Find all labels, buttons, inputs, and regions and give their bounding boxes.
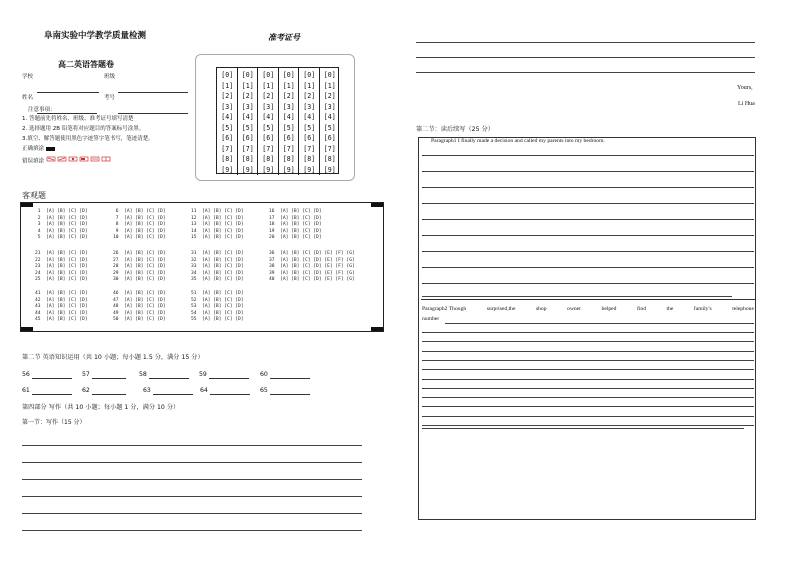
objective-question-46[interactable]: 46 [A] [B] [C] [D] — [113, 291, 166, 296]
exam-id-bubble[interactable]: [8] — [282, 155, 295, 163]
objective-question-5[interactable]: 5 [A] [B] [C] [D] — [35, 235, 88, 241]
filled-mark-icon — [46, 147, 55, 151]
objective-question-14[interactable]: 14 [A] [B] [C] [D] — [191, 228, 244, 234]
exam-id-column — [320, 68, 341, 175]
exam-id-bubble[interactable]: [3] — [282, 102, 295, 111]
blank-number: 65 — [260, 387, 268, 394]
exam-id-bubble[interactable]: [5] — [262, 123, 275, 132]
paragraph2-writing-line[interactable] — [422, 425, 754, 426]
paragraph2-writing-line[interactable] — [422, 397, 754, 398]
paragraph2-writing-line[interactable] — [422, 332, 754, 333]
exam-id-bubble[interactable]: [7] — [303, 144, 316, 153]
right-top-writing-line[interactable] — [416, 42, 755, 43]
paragraph1-writing-line[interactable] — [422, 251, 754, 252]
exam-id-bubble[interactable]: [4] — [221, 113, 234, 121]
exam-id-bubble[interactable]: [1] — [241, 81, 254, 90]
exam-id-bubble[interactable]: [3] — [241, 102, 254, 111]
objective-question-20[interactable]: 20 [A] [B] [C] [D] — [269, 235, 322, 241]
exam-id-bubble[interactable]: [4] — [303, 113, 316, 121]
blank-65[interactable] — [260, 387, 310, 395]
exam-id-bubble[interactable]: [0] — [221, 71, 234, 79]
exam-id-bubble[interactable]: [3] — [221, 102, 234, 111]
notes-heading: 注意事项： — [28, 107, 56, 113]
objective-question-21[interactable]: 21 [A] [B] [C] [D] — [35, 251, 88, 256]
exam-id-bubble[interactable]: [6] — [241, 134, 254, 142]
exam-id-label: 准考证号 — [268, 33, 300, 42]
objective-question-39[interactable]: 39 [A] [B] [C] [D] [E] [F] [G] — [269, 270, 355, 276]
objective-question-7[interactable]: 7 [A] [B] [C] [D] — [113, 215, 166, 221]
exam-id-column — [258, 68, 279, 175]
part4-heading: 第四部分 写作（共 10 小题；每小题 1 分，满分 10 分） — [22, 404, 180, 411]
objective-question-25[interactable]: 25 [A] [B] [C] [D] — [35, 277, 88, 283]
objective-question-32[interactable]: 32 [A] [B] [C] [D] — [191, 257, 244, 263]
corner-mark-bl — [21, 327, 33, 331]
continuation-essay-box — [418, 137, 756, 520]
wrong-fill-row — [22, 156, 114, 166]
paragraph1-writing-line[interactable] — [422, 283, 754, 284]
exam-id-bubble[interactable]: [6] — [282, 134, 295, 142]
exam-id-bubble[interactable]: [6] — [262, 134, 275, 142]
blank-line[interactable] — [209, 372, 249, 379]
exam-id-bubble[interactable]: [5] — [221, 123, 234, 132]
right-top-writing-line[interactable] — [416, 57, 755, 58]
note-item-2: 2. 选择题用 2B 铅笔将对应题目的答案标号涂黑。 — [22, 126, 145, 132]
objective-question-22[interactable]: 22 [A] [B] [C] [D] — [35, 257, 88, 263]
school-title: 阜南实验中学教学质量检测 — [44, 31, 147, 41]
blank-number: 62 — [82, 387, 90, 394]
exam-id-bubble[interactable]: [0] — [303, 71, 316, 79]
class-label: 班级 — [104, 74, 116, 80]
exam-id-bubble[interactable]: [5] — [282, 123, 295, 132]
blank-number: 59 — [199, 371, 207, 378]
paragraph2-writing-line[interactable] — [445, 323, 754, 324]
objective-question-38[interactable]: 38 [A] [B] [C] [D] [E] [F] [G] — [269, 264, 355, 270]
paragraph2-writing-line[interactable] — [422, 341, 754, 342]
blank-number: 58 — [139, 371, 147, 378]
exam-no-label: 考号 — [104, 95, 116, 101]
letter-signature: Li Hua — [738, 101, 755, 107]
objective-question-37[interactable]: 37 [A] [B] [C] [D] [E] [F] [G] — [269, 257, 355, 263]
paragraph1-prompt: Paragraph1 I finally made a decision and called my parents into my bedroom. — [431, 138, 605, 144]
part4-sub1: 第一节：写作（15 分） — [22, 419, 86, 426]
exam-id-bubble[interactable]: [3] — [303, 102, 316, 111]
paragraph2-writing-line[interactable] — [422, 351, 754, 352]
objective-question-16[interactable]: 16 [A] [B] [C] [D] — [269, 209, 322, 214]
objective-question-43[interactable]: 43 [A] [B] [C] [D] — [35, 304, 88, 310]
paragraph2-word: find — [636, 306, 646, 312]
exam-id-bubble[interactable]: [3] — [323, 102, 336, 111]
objective-question-52[interactable]: 52 [A] [B] [C] [D] — [191, 297, 244, 303]
blank-number: 61 — [22, 387, 30, 394]
exam-id-bubble[interactable]: [0] — [323, 71, 336, 79]
paragraph1-writing-line[interactable] — [422, 171, 754, 172]
objective-question-1[interactable]: 1 [A] [B] [C] [D] — [35, 209, 88, 214]
blank-line[interactable] — [149, 372, 189, 379]
blank-number: 64 — [200, 387, 208, 394]
school-field[interactable] — [37, 74, 99, 93]
objective-question-18[interactable]: 18 [A] [B] [C] [D] — [269, 222, 322, 228]
sheet-title: 高二英语答题卷 — [58, 60, 114, 69]
wrong-marks-icon — [46, 156, 114, 166]
objective-question-49[interactable]: 49 [A] [B] [C] [D] — [113, 310, 166, 316]
paragraph2-word: family's — [693, 306, 712, 312]
paragraph2-word: surprised,the — [486, 306, 516, 312]
exam-id-column — [299, 68, 320, 175]
left-writing-line[interactable] — [22, 462, 362, 463]
objective-question-24[interactable]: 24 [A] [B] [C] [D] — [35, 270, 88, 276]
objective-question-13[interactable]: 13 [A] [B] [C] [D] — [191, 222, 244, 228]
letter-closing: Yours, — [737, 85, 753, 91]
objective-question-40[interactable]: 40 [A] [B] [C] [D] [E] [F] [G] — [269, 277, 355, 283]
correct-fill-label: 正确填涂 — [22, 146, 45, 152]
blank-64[interactable] — [200, 387, 250, 395]
exam-id-bubble[interactable]: [6] — [221, 134, 234, 142]
paragraph2-cont: number — [422, 316, 440, 322]
exam-id-bubble[interactable]: [8] — [303, 155, 316, 163]
objective-question-17[interactable]: 17 [A] [B] [C] [D] — [269, 215, 322, 221]
objective-question-8[interactable]: 8 [A] [B] [C] [D] — [113, 222, 166, 228]
paragraph2-word: telephone — [732, 306, 754, 312]
blank-line[interactable] — [32, 372, 72, 379]
paragraph-divider — [421, 299, 755, 300]
exam-id-bubble[interactable]: [6] — [323, 134, 336, 142]
left-writing-line[interactable] — [22, 445, 362, 446]
objective-question-47[interactable]: 47 [A] [B] [C] [D] — [113, 297, 166, 303]
objective-question-3[interactable]: 3 [A] [B] [C] [D] — [35, 222, 88, 228]
objective-question-30[interactable]: 30 [A] [B] [C] [D] — [113, 277, 166, 283]
blank-58[interactable] — [139, 371, 189, 379]
exam-id-bubble[interactable]: [8] — [323, 155, 336, 163]
objective-question-23[interactable]: 23 [A] [B] [C] [D] — [35, 264, 88, 270]
corner-mark-br — [371, 327, 383, 331]
exam-id-bubble[interactable]: [1] — [262, 81, 275, 90]
objective-question-53[interactable]: 53 [A] [B] [C] [D] — [191, 304, 244, 310]
exam-id-bubble[interactable]: [2] — [241, 92, 254, 100]
exam-no-field[interactable] — [118, 95, 188, 114]
corner-mark-tl — [21, 203, 33, 207]
blank-line[interactable] — [270, 372, 310, 379]
exam-id-bubble[interactable]: [1] — [221, 81, 234, 90]
objective-question-33[interactable]: 33 [A] [B] [C] [D] — [191, 264, 244, 270]
objective-question-29[interactable]: 29 [A] [B] [C] [D] — [113, 270, 166, 276]
objective-question-51[interactable]: 51 [A] [B] [C] [D] — [191, 291, 244, 296]
paragraph2-writing-line[interactable] — [422, 360, 754, 361]
paragraph1-writing-line[interactable] — [422, 187, 754, 188]
exam-id-column — [279, 68, 300, 175]
paragraph2-writing-line[interactable] — [422, 406, 754, 407]
left-writing-line[interactable] — [22, 479, 362, 480]
exam-id-bubble[interactable]: [8] — [221, 155, 234, 163]
exam-id-bubble[interactable]: [9] — [241, 165, 254, 174]
exam-id-bubble[interactable]: [0] — [262, 71, 275, 79]
exam-id-bubble[interactable]: [9] — [303, 165, 316, 174]
objective-question-50[interactable]: 50 [A] [B] [C] [D] — [113, 317, 166, 323]
exam-id-grid — [216, 67, 339, 174]
paragraph2-writing-line[interactable] — [422, 369, 754, 370]
exam-id-column — [217, 68, 238, 175]
blank-number: 56 — [22, 371, 30, 378]
blank-59[interactable] — [199, 371, 249, 379]
objective-question-28[interactable]: 28 [A] [B] [C] [D] — [113, 264, 166, 270]
blank-63[interactable] — [143, 387, 193, 395]
objective-question-48[interactable]: 48 [A] [B] [C] [D] — [113, 304, 166, 310]
name-label: 姓名 — [22, 95, 34, 101]
objective-question-11[interactable]: 11 [A] [B] [C] [D] — [191, 209, 244, 214]
blank-61[interactable] — [22, 387, 72, 395]
objective-question-27[interactable]: 27 [A] [B] [C] [D] — [113, 257, 166, 263]
objective-question-31[interactable]: 31 [A] [B] [C] [D] — [191, 251, 244, 256]
objective-question-54[interactable]: 54 [A] [B] [C] [D] — [191, 310, 244, 316]
paragraph2-word: the — [666, 306, 674, 312]
paragraph1-writing-line[interactable] — [422, 267, 754, 268]
exam-id-box — [195, 54, 355, 181]
exam-id-bubble[interactable]: [8] — [241, 155, 254, 163]
blank-60[interactable] — [260, 371, 310, 379]
exam-id-bubble[interactable]: [7] — [323, 144, 336, 153]
objective-question-26[interactable]: 26 [A] [B] [C] [D] — [113, 251, 166, 256]
objective-question-35[interactable]: 35 [A] [B] [C] [D] — [191, 277, 244, 283]
exam-id-bubble[interactable]: [2] — [282, 92, 295, 100]
objective-question-6[interactable]: 6 [A] [B] [C] [D] — [113, 209, 166, 214]
exam-id-column — [238, 68, 259, 175]
blank-57[interactable] — [82, 371, 126, 379]
note-item-1: 1. 答题前先将姓名、班级、准考证号填写清楚 — [22, 116, 134, 122]
paragraph2-writing-line[interactable] — [422, 428, 744, 429]
correct-fill-row — [22, 146, 55, 154]
exam-id-bubble[interactable]: [2] — [262, 92, 275, 100]
blank-line[interactable] — [210, 388, 250, 395]
left-writing-line[interactable] — [22, 513, 362, 514]
blank-number: 60 — [260, 371, 268, 378]
objective-question-4[interactable]: 4 [A] [B] [C] [D] — [35, 228, 88, 234]
paragraph1-writing-line[interactable] — [422, 296, 732, 297]
corner-mark-tr — [371, 203, 383, 207]
exam-id-bubble[interactable]: [1] — [282, 81, 295, 90]
class-field[interactable] — [118, 74, 188, 93]
objective-question-19[interactable]: 19 [A] [B] [C] [D] — [269, 228, 322, 234]
exam-id-bubble[interactable]: [9] — [323, 165, 336, 174]
exam-id-bubble[interactable]: [5] — [241, 123, 254, 132]
wrong-fill-label: 错误填涂 — [22, 158, 45, 165]
exam-id-bubble[interactable]: [3] — [262, 102, 275, 111]
objective-question-36[interactable]: 36 [A] [B] [C] [D] [E] [F] [G] — [269, 251, 355, 256]
paragraph2-writing-line[interactable] — [422, 388, 754, 389]
note-item-3: 3.填空、解答题使用黑色字迹签字笔书写，笔迹清楚。 — [22, 136, 154, 142]
objective-question-10[interactable]: 10 [A] [B] [C] [D] — [113, 235, 166, 241]
objective-question-12[interactable]: 12 [A] [B] [C] [D] — [191, 215, 244, 221]
left-writing-line[interactable] — [22, 496, 362, 497]
exam-id-bubble[interactable]: [2] — [323, 92, 336, 100]
exam-id-bubble[interactable]: [6] — [303, 134, 316, 142]
left-writing-line[interactable] — [22, 530, 362, 531]
exam-id-bubble[interactable]: [0] — [282, 71, 295, 79]
paragraph2-word: helped — [601, 306, 617, 312]
exam-id-bubble[interactable]: [5] — [303, 123, 316, 132]
blank-line[interactable] — [153, 388, 193, 395]
paragraph2-writing-line[interactable] — [422, 416, 754, 417]
objective-question-41[interactable]: 41 [A] [B] [C] [D] — [35, 291, 88, 296]
objective-title: 客观题 — [22, 191, 46, 200]
exam-id-bubble[interactable]: [2] — [221, 92, 234, 100]
blank-56[interactable] — [22, 371, 72, 379]
objective-question-2[interactable]: 2 [A] [B] [C] [D] — [35, 215, 88, 221]
exam-id-bubble[interactable]: [9] — [262, 165, 275, 174]
exam-id-bubble[interactable]: [9] — [282, 165, 295, 174]
objective-question-9[interactable]: 9 [A] [B] [C] [D] — [113, 228, 166, 234]
paragraph1-writing-line[interactable] — [422, 235, 754, 236]
blank-line[interactable] — [92, 388, 126, 395]
paragraph2-writing-line[interactable] — [422, 379, 754, 380]
right-top-writing-line[interactable] — [416, 72, 755, 73]
blank-line[interactable] — [32, 388, 72, 395]
paragraph2-word: shop — [535, 306, 547, 312]
exam-id-bubble[interactable]: [1] — [323, 81, 336, 90]
objective-question-15[interactable]: 15 [A] [B] [C] [D] — [191, 235, 244, 241]
objective-question-34[interactable]: 34 [A] [B] [C] [D] — [191, 270, 244, 276]
exam-id-bubble[interactable]: [1] — [303, 81, 316, 90]
objective-question-42[interactable]: 42 [A] [B] [C] [D] — [35, 297, 88, 303]
paragraph2-word: owner — [567, 306, 582, 312]
exam-id-bubble[interactable]: [7] — [241, 144, 254, 153]
section2-heading: 第二节 英语知识运用（共 10 小题；每小题 1.5 分，满分 15 分） — [22, 354, 204, 361]
paragraph1-writing-line[interactable] — [422, 203, 754, 204]
exam-id-bubble[interactable]: [7] — [262, 144, 275, 153]
objective-question-44[interactable]: 44 [A] [B] [C] [D] — [35, 310, 88, 316]
exam-id-bubble[interactable]: [2] — [303, 92, 316, 100]
blank-number: 63 — [143, 387, 151, 394]
continuation-heading: 第二节：读后续写（25 分） — [416, 126, 494, 133]
school-label: 学校 — [22, 74, 34, 80]
objective-answer-box — [20, 202, 384, 332]
paragraph1-writing-line[interactable] — [422, 155, 754, 156]
exam-id-bubble[interactable]: [4] — [282, 113, 295, 121]
blank-number: 57 — [82, 371, 90, 378]
exam-id-bubble[interactable]: [7] — [282, 144, 295, 153]
blank-line[interactable] — [270, 388, 310, 395]
exam-id-bubble[interactable]: [4] — [323, 113, 336, 121]
blank-line[interactable] — [92, 372, 126, 379]
exam-id-bubble[interactable]: [8] — [262, 155, 275, 163]
paragraph2-word: Paragraph2 Though — [422, 306, 467, 312]
paragraph2-prompt — [422, 306, 754, 312]
blank-62[interactable] — [82, 387, 126, 395]
paragraph1-writing-line[interactable] — [422, 219, 754, 220]
exam-id-bubble[interactable]: [5] — [323, 123, 336, 132]
exam-id-bubble[interactable]: [7] — [221, 144, 234, 153]
exam-id-bubble[interactable]: [4] — [241, 113, 254, 121]
objective-question-45[interactable]: 45 [A] [B] [C] [D] — [35, 317, 88, 323]
exam-id-bubble[interactable]: [4] — [262, 113, 275, 121]
exam-id-bubble[interactable]: [9] — [221, 165, 234, 174]
exam-id-bubble[interactable]: [0] — [241, 71, 254, 79]
objective-question-55[interactable]: 55 [A] [B] [C] [D] — [191, 317, 244, 323]
